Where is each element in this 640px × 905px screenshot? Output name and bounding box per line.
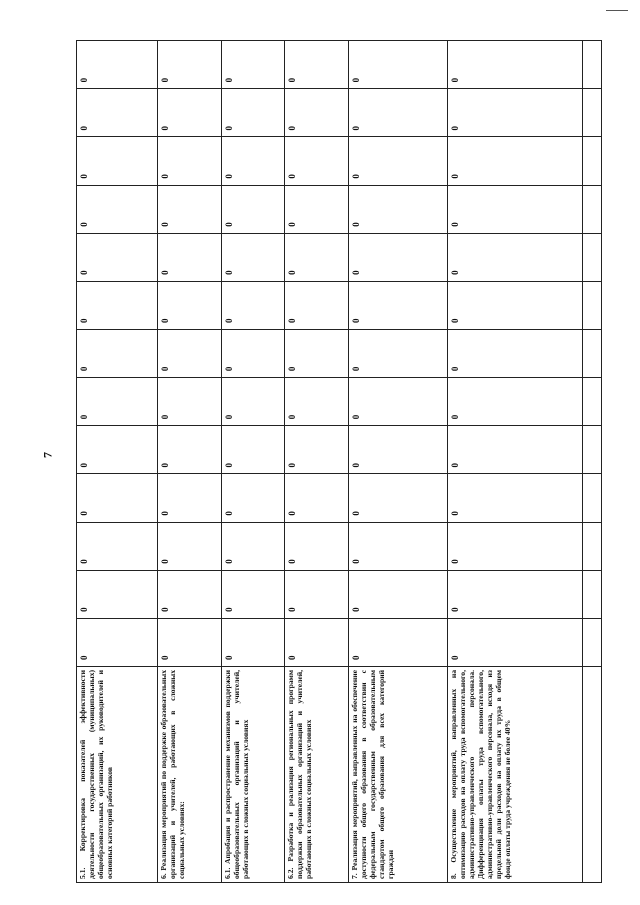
table-row — [285, 41, 349, 883]
value-cell: 0 — [221, 233, 285, 281]
value-cell: 0 — [77, 185, 158, 233]
scan-mark — [606, 10, 628, 11]
value-cell: 0 — [221, 570, 285, 618]
value-cell: 0 — [285, 185, 349, 233]
value-cell: 0 — [285, 330, 349, 378]
value-cell: 0 — [348, 137, 447, 185]
value-cell: 0 — [158, 378, 222, 426]
value-cell: 0 — [221, 281, 285, 329]
table-stage — [76, 40, 602, 883]
value-cell: 0 — [221, 330, 285, 378]
empty-cell — [583, 281, 602, 329]
value-cell: 0 — [158, 426, 222, 474]
value-cell: 0 — [285, 426, 349, 474]
table-row — [448, 41, 583, 883]
value-cell: 0 — [158, 522, 222, 570]
value-cell: 0 — [348, 474, 447, 522]
empty-cell — [583, 330, 602, 378]
value-cell: 0 — [348, 426, 447, 474]
value-cell: 0 — [221, 426, 285, 474]
value-cell: 0 — [448, 426, 583, 474]
empty-cell — [583, 474, 602, 522]
value-cell: 0 — [448, 137, 583, 185]
empty-cell — [583, 522, 602, 570]
table-body — [77, 41, 602, 883]
value-cell: 0 — [285, 89, 349, 137]
row-label: 7. Реализация мероприятий, направленных на обеспечение доступности общего образования в соответствии с федеральным государственным образовательным стандартом общего образования для всех категорий граждан — [348, 667, 447, 883]
row-label: 6.1. Апробация и распространение механизмов поддержки общеобразовательных организаций и учителей, работающих в сложных социальных условиях — [221, 667, 285, 883]
value-cell: 0 — [158, 474, 222, 522]
value-cell: 0 — [158, 185, 222, 233]
value-cell: 0 — [158, 89, 222, 137]
value-cell: 0 — [221, 522, 285, 570]
value-cell: 0 — [285, 378, 349, 426]
value-cell: 0 — [348, 378, 447, 426]
table-row — [348, 41, 447, 883]
table-row — [221, 41, 285, 883]
value-cell: 0 — [285, 41, 349, 89]
value-cell: 0 — [77, 137, 158, 185]
value-cell: 0 — [221, 89, 285, 137]
table-row — [158, 41, 222, 883]
value-cell: 0 — [158, 41, 222, 89]
page-number: 7 — [40, 452, 55, 458]
value-cell: 0 — [77, 281, 158, 329]
row-label: 5.1. Корректировка показателей эффективности деятельности государственных (муниципальных) общеобразовательных организаций, их руководителей и основных категорий работников — [77, 667, 158, 883]
value-cell: 0 — [348, 570, 447, 618]
value-cell: 0 — [348, 618, 447, 666]
value-cell: 0 — [77, 570, 158, 618]
empty-cell — [583, 570, 602, 618]
value-cell: 0 — [158, 618, 222, 666]
empty-cell — [583, 137, 602, 185]
empty-cell — [583, 667, 602, 883]
value-cell: 0 — [158, 330, 222, 378]
value-cell: 0 — [348, 233, 447, 281]
value-cell: 0 — [221, 41, 285, 89]
empty-cell — [583, 41, 602, 89]
value-cell: 0 — [285, 474, 349, 522]
value-cell: 0 — [77, 618, 158, 666]
value-cell: 0 — [221, 185, 285, 233]
value-cell: 0 — [448, 570, 583, 618]
empty-cell — [583, 185, 602, 233]
value-cell: 0 — [285, 570, 349, 618]
row-label: 8. Осуществление мероприятий, направленных на оптимизацию расходов на оплату труда вспомогательного, административно-управленческого персонала. Дифференциация оплаты труда вспомогательного, административно-управленческого персонала, исходя из предельной доли расходов на оплату их труда в общем фонде оплаты труда учреждения не более 40% — [448, 667, 583, 883]
row-label: 6.2. Разработка и реализация региональных программ поддержки образовательных организаций и учителей, работающих в сложных социальных условиях — [285, 667, 349, 883]
empty-cell — [583, 426, 602, 474]
value-cell: 0 — [448, 185, 583, 233]
table-row — [77, 41, 158, 883]
empty-cell — [583, 89, 602, 137]
value-cell: 0 — [448, 378, 583, 426]
value-cell: 0 — [221, 474, 285, 522]
row-label: 6. Реализация мероприятий по поддержке образовательных организаций и учителей, работающих в сложных социальных условиях: — [158, 667, 222, 883]
value-cell: 0 — [77, 378, 158, 426]
value-cell: 0 — [285, 233, 349, 281]
value-cell: 0 — [348, 330, 447, 378]
value-cell: 0 — [77, 233, 158, 281]
value-cell: 0 — [348, 41, 447, 89]
value-cell: 0 — [221, 618, 285, 666]
value-cell: 0 — [448, 233, 583, 281]
value-cell: 0 — [348, 185, 447, 233]
empty-cell — [583, 378, 602, 426]
value-cell: 0 — [285, 137, 349, 185]
value-cell: 0 — [285, 281, 349, 329]
value-cell: 0 — [158, 281, 222, 329]
value-cell: 0 — [221, 137, 285, 185]
value-cell: 0 — [448, 330, 583, 378]
value-cell: 0 — [448, 41, 583, 89]
empty-cell — [583, 618, 602, 666]
value-cell: 0 — [158, 570, 222, 618]
value-cell: 0 — [77, 89, 158, 137]
value-cell: 0 — [77, 330, 158, 378]
value-cell: 0 — [348, 522, 447, 570]
value-cell: 0 — [448, 89, 583, 137]
value-cell: 0 — [348, 89, 447, 137]
value-cell: 0 — [158, 137, 222, 185]
continuation-row — [583, 41, 602, 883]
value-cell: 0 — [158, 233, 222, 281]
value-cell: 0 — [221, 378, 285, 426]
value-cell: 0 — [77, 474, 158, 522]
value-cell: 0 — [285, 618, 349, 666]
value-cell: 0 — [77, 426, 158, 474]
empty-cell — [583, 233, 602, 281]
value-cell: 0 — [77, 522, 158, 570]
value-cell: 0 — [448, 474, 583, 522]
value-cell: 0 — [448, 281, 583, 329]
value-cell: 0 — [448, 522, 583, 570]
value-cell: 0 — [448, 618, 583, 666]
value-cell: 0 — [77, 41, 158, 89]
value-cell: 0 — [348, 281, 447, 329]
indicator-table — [76, 40, 602, 883]
value-cell: 0 — [285, 522, 349, 570]
